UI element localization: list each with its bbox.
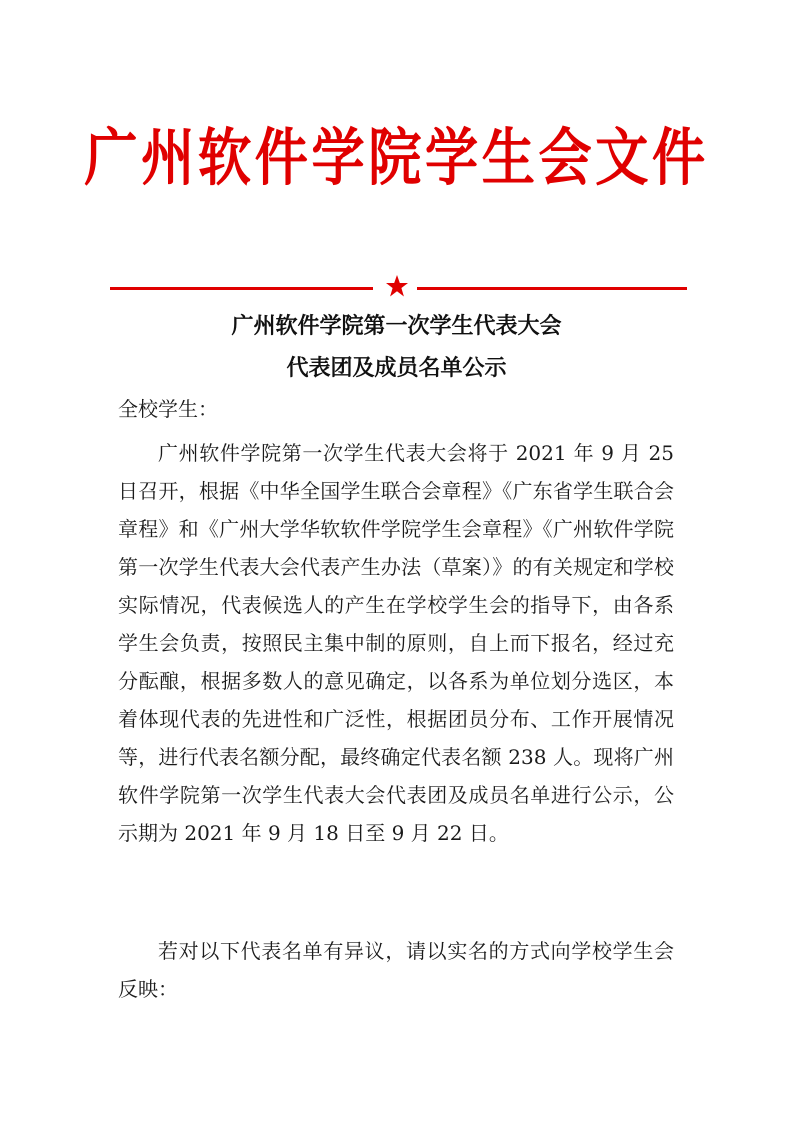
body-paragraph: 广州软件学院第一次学生代表大会将于 2021 年 9 月 25 日召开，根据《中华全国学生联合会章程》《广东省学生联合会章程》和《广州大学华软软件学院学生会章程》《广州软件学院第一次学生代表大会代表产生办法（草案）》的有关规定和学校实际情况，代表候选人的产生在学校学生会的指导下，由各系学生会负责，按照民主集中制的原则，自上而下报名，经过充分酝酿，根据多数人的意见确定，以各系为单位划分选区，本着体现代表的先进性和广泛性，根据团员分布、工作开展情况等，进行代表名额分配，最终确定代表名额 238 人。现将广州软件学院第一次学生代表大会代表团及成员名单进行公示，公示期为 2021 年 9 月 18 日至 9 月 22 日。 [118,441,674,845]
divider-line-left [110,287,373,290]
salutation: 全校学生： [118,397,218,421]
document-masthead: 广州软件学院学生会文件 [84,121,709,194]
document-title-line-2: 代表团及成员名单公示 [286,356,507,381]
star-icon [385,274,409,298]
body-paragraph: 若对以下代表名单有异议，请以实名的方式向学校学生会反映： [118,939,674,1001]
document-title-line-1: 广州软件学院第一次学生代表大会 [231,314,562,339]
divider-line-right [417,287,687,290]
